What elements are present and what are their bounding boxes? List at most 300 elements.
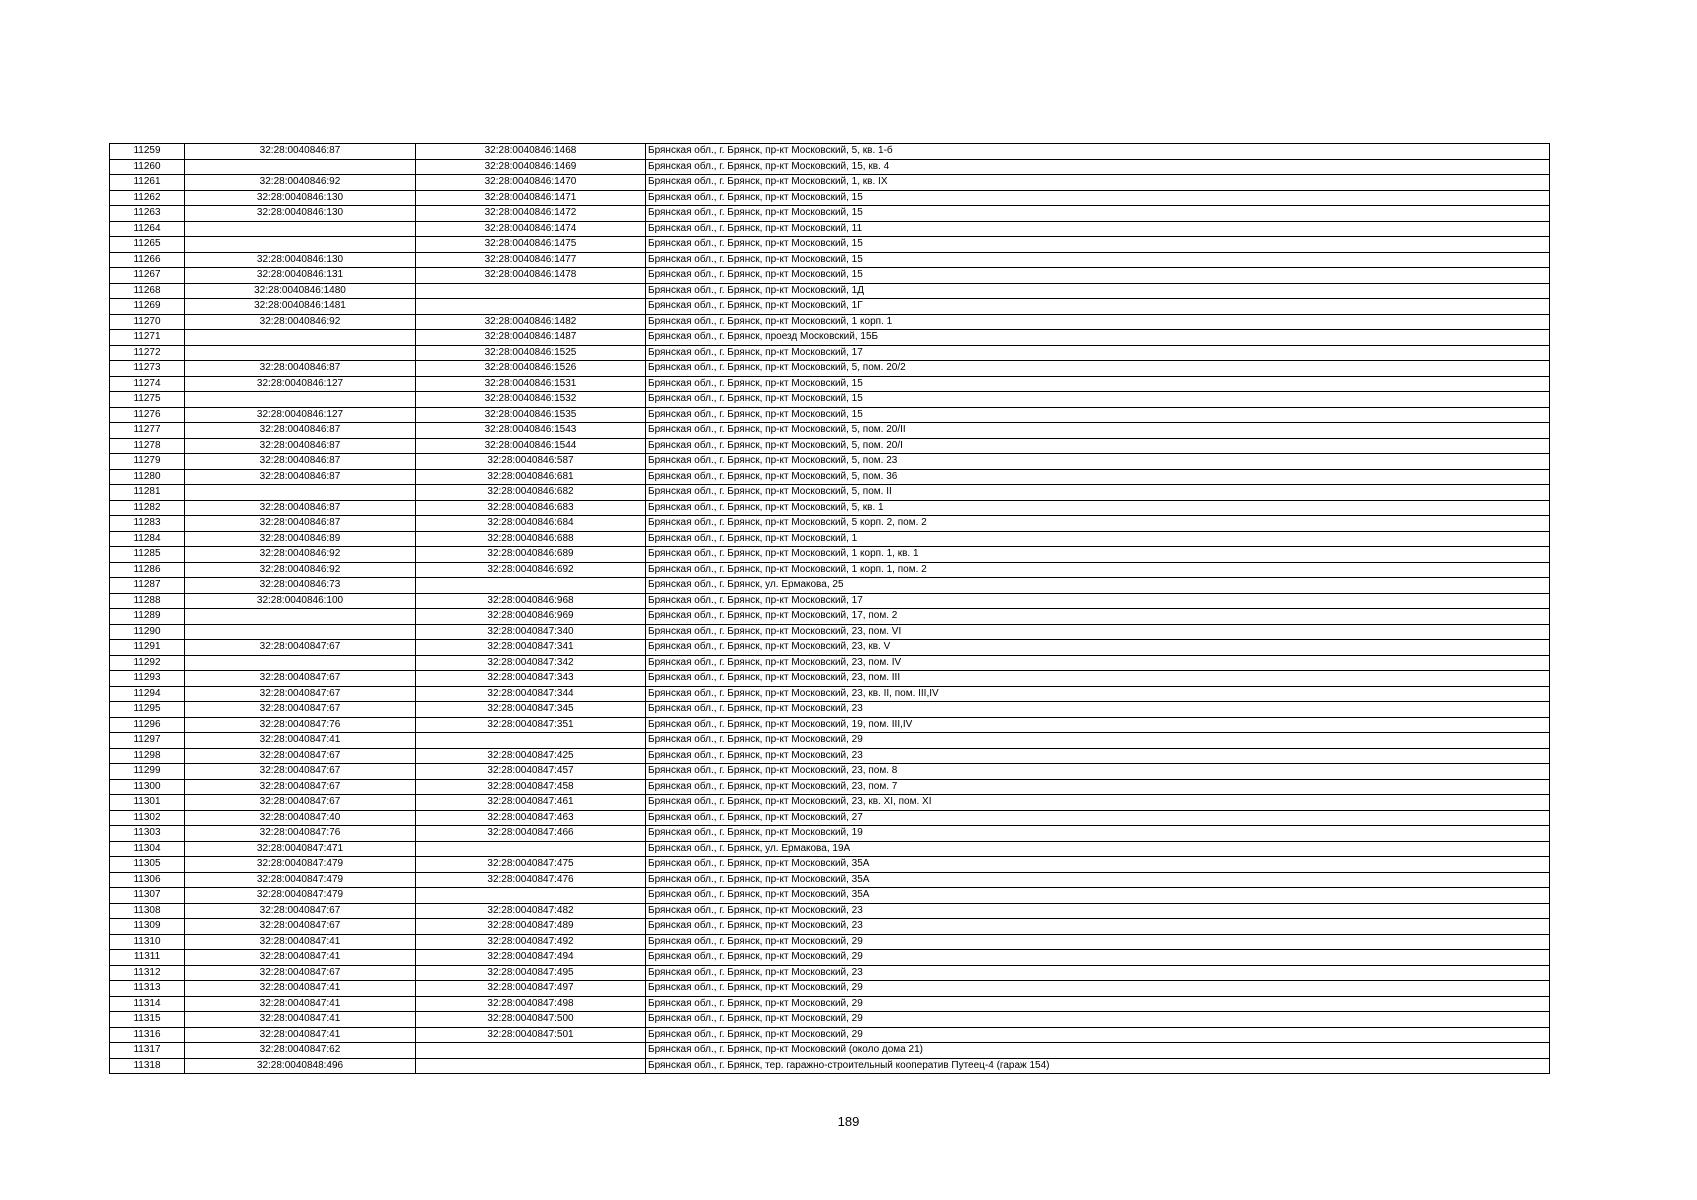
table-row	[110, 469, 1550, 485]
address-cell: Брянская обл., г. Брянск, пр-кт Московский, 29	[646, 1012, 1550, 1028]
address-cell: Брянская обл., г. Брянск, пр-кт Московский, 29	[646, 996, 1550, 1012]
registry-table-body	[110, 144, 1550, 1074]
table-row	[110, 624, 1550, 640]
cadastral-number-cell: 32:28:0040847:458	[416, 779, 646, 795]
row-number-cell: 11313	[110, 981, 185, 997]
address-cell: Брянская обл., г. Брянск, ул. Ермакова, 19А	[646, 841, 1550, 857]
cadastral-number-cell: 32:28:0040847:343	[416, 671, 646, 687]
address-cell: Брянская обл., г. Брянск, пр-кт Московский, 15	[646, 407, 1550, 423]
cadastral-number-cell: 32:28:0040847:498	[416, 996, 646, 1012]
cadastral-number-cell: 32:28:0040847:351	[416, 717, 646, 733]
address-cell: Брянская обл., г. Брянск, пр-кт Московский, 15	[646, 376, 1550, 392]
address-cell: Брянская обл., г. Брянск, пр-кт Московский, 29	[646, 733, 1550, 749]
cadastral-number-cell: 32:28:0040847:494	[416, 950, 646, 966]
parent-cadastral-number-cell: 32:28:0040847:67	[185, 795, 416, 811]
row-number-cell: 11310	[110, 934, 185, 950]
parent-cadastral-number-cell: 32:28:0040846:127	[185, 407, 416, 423]
cadastral-number-cell: 32:28:0040846:1468	[416, 144, 646, 160]
parent-cadastral-number-cell: 32:28:0040847:67	[185, 965, 416, 981]
parent-cadastral-number-cell	[185, 330, 416, 346]
address-cell: Брянская обл., г. Брянск, пр-кт Московский, 5, пом. 20/II	[646, 423, 1550, 439]
row-number-cell: 11302	[110, 810, 185, 826]
cadastral-number-cell	[416, 1058, 646, 1074]
cadastral-number-cell: 32:28:0040847:466	[416, 826, 646, 842]
row-number-cell: 11300	[110, 779, 185, 795]
cadastral-number-cell: 32:28:0040846:1531	[416, 376, 646, 392]
cadastral-number-cell: 32:28:0040847:463	[416, 810, 646, 826]
table-row	[110, 299, 1550, 315]
row-number-cell: 11305	[110, 857, 185, 873]
address-cell: Брянская обл., г. Брянск, пр-кт Московский, 23, пом. VI	[646, 624, 1550, 640]
parent-cadastral-number-cell: 32:28:0040847:41	[185, 934, 416, 950]
parent-cadastral-number-cell	[185, 609, 416, 625]
parent-cadastral-number-cell: 32:28:0040846:1480	[185, 283, 416, 299]
parent-cadastral-number-cell	[185, 345, 416, 361]
table-row	[110, 562, 1550, 578]
row-number-cell: 11301	[110, 795, 185, 811]
parent-cadastral-number-cell: 32:28:0040846:87	[185, 144, 416, 160]
parent-cadastral-number-cell	[185, 485, 416, 501]
address-cell: Брянская обл., г. Брянск, пр-кт Московский, 1, кв. IX	[646, 175, 1550, 191]
parent-cadastral-number-cell: 32:28:0040847:479	[185, 872, 416, 888]
parent-cadastral-number-cell: 32:28:0040847:41	[185, 950, 416, 966]
address-cell: Брянская обл., г. Брянск, пр-кт Московский, 15	[646, 190, 1550, 206]
row-number-cell: 11286	[110, 562, 185, 578]
address-cell: Брянская обл., г. Брянск, пр-кт Московский, 29	[646, 1027, 1550, 1043]
table-row	[110, 547, 1550, 563]
cadastral-number-cell: 32:28:0040847:500	[416, 1012, 646, 1028]
parent-cadastral-number-cell: 32:28:0040846:127	[185, 376, 416, 392]
parent-cadastral-number-cell: 32:28:0040847:40	[185, 810, 416, 826]
address-cell: Брянская обл., г. Брянск, пр-кт Московский, 15, кв. 4	[646, 159, 1550, 175]
cadastral-number-cell: 32:28:0040846:968	[416, 593, 646, 609]
row-number-cell: 11260	[110, 159, 185, 175]
row-number-cell: 11262	[110, 190, 185, 206]
parent-cadastral-number-cell: 32:28:0040847:67	[185, 919, 416, 935]
cadastral-number-cell: 32:28:0040847:501	[416, 1027, 646, 1043]
row-number-cell: 11291	[110, 640, 185, 656]
address-cell: Брянская обл., г. Брянск, пр-кт Московский, 23	[646, 965, 1550, 981]
cadastral-number-cell: 32:28:0040846:1482	[416, 314, 646, 330]
row-number-cell: 11307	[110, 888, 185, 904]
parent-cadastral-number-cell: 32:28:0040847:41	[185, 1027, 416, 1043]
row-number-cell: 11282	[110, 500, 185, 516]
parent-cadastral-number-cell: 32:28:0040847:67	[185, 686, 416, 702]
registry-table	[109, 143, 1550, 1074]
parent-cadastral-number-cell: 32:28:0040847:62	[185, 1043, 416, 1059]
row-number-cell: 11273	[110, 361, 185, 377]
parent-cadastral-number-cell: 32:28:0040846:87	[185, 454, 416, 470]
parent-cadastral-number-cell: 32:28:0040847:67	[185, 671, 416, 687]
row-number-cell: 11270	[110, 314, 185, 330]
row-number-cell: 11304	[110, 841, 185, 857]
table-row	[110, 764, 1550, 780]
row-number-cell: 11272	[110, 345, 185, 361]
cadastral-number-cell: 32:28:0040847:489	[416, 919, 646, 935]
table-row	[110, 268, 1550, 284]
address-cell: Брянская обл., г. Брянск, ул. Ермакова, 25	[646, 578, 1550, 594]
table-row	[110, 655, 1550, 671]
address-cell: Брянская обл., г. Брянск, пр-кт Московский, 23, кв. II, пом. III,IV	[646, 686, 1550, 702]
cadastral-number-cell: 32:28:0040847:344	[416, 686, 646, 702]
table-row	[110, 345, 1550, 361]
table-row	[110, 686, 1550, 702]
row-number-cell: 11261	[110, 175, 185, 191]
cadastral-number-cell: 32:28:0040846:1532	[416, 392, 646, 408]
table-row	[110, 1058, 1550, 1074]
cadastral-number-cell: 32:28:0040847:457	[416, 764, 646, 780]
table-row	[110, 1027, 1550, 1043]
cadastral-number-cell: 32:28:0040846:1526	[416, 361, 646, 377]
cadastral-number-cell: 32:28:0040846:1475	[416, 237, 646, 253]
parent-cadastral-number-cell: 32:28:0040846:131	[185, 268, 416, 284]
row-number-cell: 11309	[110, 919, 185, 935]
cadastral-number-cell: 32:28:0040846:1487	[416, 330, 646, 346]
parent-cadastral-number-cell: 32:28:0040846:92	[185, 547, 416, 563]
address-cell: Брянская обл., г. Брянск, проезд Московский, 15Б	[646, 330, 1550, 346]
row-number-cell: 11294	[110, 686, 185, 702]
cadastral-number-cell: 32:28:0040846:684	[416, 516, 646, 532]
table-row	[110, 190, 1550, 206]
cadastral-number-cell	[416, 578, 646, 594]
table-row	[110, 392, 1550, 408]
parent-cadastral-number-cell: 32:28:0040847:67	[185, 764, 416, 780]
table-row	[110, 640, 1550, 656]
cadastral-number-cell: 32:28:0040846:1535	[416, 407, 646, 423]
parent-cadastral-number-cell: 32:28:0040847:76	[185, 717, 416, 733]
table-row	[110, 531, 1550, 547]
parent-cadastral-number-cell: 32:28:0040847:41	[185, 733, 416, 749]
row-number-cell: 11284	[110, 531, 185, 547]
parent-cadastral-number-cell: 32:28:0040846:87	[185, 516, 416, 532]
parent-cadastral-number-cell: 32:28:0040847:76	[185, 826, 416, 842]
table-row	[110, 438, 1550, 454]
table-row	[110, 779, 1550, 795]
address-cell: Брянская обл., г. Брянск, тер. гаражно-строительный кооператив Путеец-4 (гараж 154)	[646, 1058, 1550, 1074]
parent-cadastral-number-cell: 32:28:0040847:471	[185, 841, 416, 857]
address-cell: Брянская обл., г. Брянск, пр-кт Московский, 1Д	[646, 283, 1550, 299]
row-number-cell: 11292	[110, 655, 185, 671]
cadastral-number-cell: 32:28:0040846:1472	[416, 206, 646, 222]
address-cell: Брянская обл., г. Брянск, пр-кт Московский, 15	[646, 206, 1550, 222]
row-number-cell: 11280	[110, 469, 185, 485]
address-cell: Брянская обл., г. Брянск, пр-кт Московский, 23, кв. XI, пом. XI	[646, 795, 1550, 811]
table-row	[110, 314, 1550, 330]
cadastral-number-cell: 32:28:0040847:345	[416, 702, 646, 718]
cadastral-number-cell: 32:28:0040846:1543	[416, 423, 646, 439]
cadastral-number-cell: 32:28:0040846:1544	[416, 438, 646, 454]
row-number-cell: 11259	[110, 144, 185, 160]
cadastral-number-cell	[416, 283, 646, 299]
address-cell: Брянская обл., г. Брянск, пр-кт Московский, 23, пом. 7	[646, 779, 1550, 795]
table-row	[110, 826, 1550, 842]
parent-cadastral-number-cell: 32:28:0040846:1481	[185, 299, 416, 315]
parent-cadastral-number-cell: 32:28:0040847:479	[185, 857, 416, 873]
row-number-cell: 11277	[110, 423, 185, 439]
cadastral-number-cell: 32:28:0040847:476	[416, 872, 646, 888]
address-cell: Брянская обл., г. Брянск, пр-кт Московский, 17	[646, 345, 1550, 361]
table-row	[110, 965, 1550, 981]
table-row	[110, 702, 1550, 718]
parent-cadastral-number-cell: 32:28:0040846:87	[185, 438, 416, 454]
parent-cadastral-number-cell: 32:28:0040846:92	[185, 562, 416, 578]
parent-cadastral-number-cell: 32:28:0040846:130	[185, 190, 416, 206]
parent-cadastral-number-cell: 32:28:0040847:41	[185, 996, 416, 1012]
row-number-cell: 11263	[110, 206, 185, 222]
parent-cadastral-number-cell: 32:28:0040846:130	[185, 206, 416, 222]
row-number-cell: 11295	[110, 702, 185, 718]
table-row	[110, 159, 1550, 175]
table-row	[110, 810, 1550, 826]
table-row	[110, 857, 1550, 873]
cadastral-number-cell: 32:28:0040846:1469	[416, 159, 646, 175]
address-cell: Брянская обл., г. Брянск, пр-кт Московский, 23, кв. V	[646, 640, 1550, 656]
address-cell: Брянская обл., г. Брянск, пр-кт Московский, 1Г	[646, 299, 1550, 315]
table-row	[110, 500, 1550, 516]
table-row	[110, 717, 1550, 733]
parent-cadastral-number-cell: 32:28:0040846:130	[185, 252, 416, 268]
address-cell: Брянская обл., г. Брянск, пр-кт Московский, 23, пом. III	[646, 671, 1550, 687]
address-cell: Брянская обл., г. Брянск, пр-кт Московский, 27	[646, 810, 1550, 826]
address-cell: Брянская обл., г. Брянск, пр-кт Московский, 1 корп. 1	[646, 314, 1550, 330]
cadastral-number-cell: 32:28:0040846:1525	[416, 345, 646, 361]
address-cell: Брянская обл., г. Брянск, пр-кт Московский, 23	[646, 748, 1550, 764]
row-number-cell: 11267	[110, 268, 185, 284]
table-row	[110, 888, 1550, 904]
cadastral-number-cell: 32:28:0040847:482	[416, 903, 646, 919]
parent-cadastral-number-cell: 32:28:0040846:92	[185, 314, 416, 330]
parent-cadastral-number-cell	[185, 624, 416, 640]
row-number-cell: 11299	[110, 764, 185, 780]
address-cell: Брянская обл., г. Брянск, пр-кт Московский, 17	[646, 593, 1550, 609]
cadastral-number-cell: 32:28:0040846:682	[416, 485, 646, 501]
table-row	[110, 206, 1550, 222]
cadastral-number-cell: 32:28:0040847:495	[416, 965, 646, 981]
row-number-cell: 11278	[110, 438, 185, 454]
table-row	[110, 1012, 1550, 1028]
cadastral-number-cell: 32:28:0040847:497	[416, 981, 646, 997]
address-cell: Брянская обл., г. Брянск, пр-кт Московский, 23	[646, 919, 1550, 935]
address-cell: Брянская обл., г. Брянск, пр-кт Московский, 5, пом. 36	[646, 469, 1550, 485]
table-row	[110, 330, 1550, 346]
parent-cadastral-number-cell: 32:28:0040847:67	[185, 702, 416, 718]
address-cell: Брянская обл., г. Брянск, пр-кт Московский, 1	[646, 531, 1550, 547]
row-number-cell: 11317	[110, 1043, 185, 1059]
address-cell: Брянская обл., г. Брянск, пр-кт Московский, 5, пом. 20/I	[646, 438, 1550, 454]
cadastral-number-cell: 32:28:0040847:341	[416, 640, 646, 656]
cadastral-number-cell	[416, 841, 646, 857]
row-number-cell: 11315	[110, 1012, 185, 1028]
table-row	[110, 252, 1550, 268]
cadastral-number-cell: 32:28:0040846:688	[416, 531, 646, 547]
row-number-cell: 11303	[110, 826, 185, 842]
address-cell: Брянская обл., г. Брянск, пр-кт Московский, 35А	[646, 872, 1550, 888]
row-number-cell: 11306	[110, 872, 185, 888]
table-row	[110, 237, 1550, 253]
table-row	[110, 872, 1550, 888]
row-number-cell: 11275	[110, 392, 185, 408]
cadastral-number-cell: 32:28:0040847:461	[416, 795, 646, 811]
cadastral-number-cell: 32:28:0040846:1474	[416, 221, 646, 237]
row-number-cell: 11293	[110, 671, 185, 687]
address-cell: Брянская обл., г. Брянск, пр-кт Московский, 35А	[646, 888, 1550, 904]
address-cell: Брянская обл., г. Брянск, пр-кт Московский, 23	[646, 903, 1550, 919]
parent-cadastral-number-cell: 32:28:0040847:67	[185, 779, 416, 795]
table-row	[110, 283, 1550, 299]
table-row	[110, 423, 1550, 439]
cadastral-number-cell: 32:28:0040847:425	[416, 748, 646, 764]
table-row	[110, 175, 1550, 191]
row-number-cell: 11285	[110, 547, 185, 563]
cadastral-number-cell: 32:28:0040847:475	[416, 857, 646, 873]
row-number-cell: 11298	[110, 748, 185, 764]
parent-cadastral-number-cell: 32:28:0040847:41	[185, 1012, 416, 1028]
cadastral-number-cell: 32:28:0040847:342	[416, 655, 646, 671]
page-number: 189	[837, 1114, 860, 1129]
address-cell: Брянская обл., г. Брянск, пр-кт Московский, 5, пом. 23	[646, 454, 1550, 470]
row-number-cell: 11268	[110, 283, 185, 299]
cadastral-number-cell: 32:28:0040847:340	[416, 624, 646, 640]
address-cell: Брянская обл., г. Брянск, пр-кт Московский, 23, пом. IV	[646, 655, 1550, 671]
row-number-cell: 11264	[110, 221, 185, 237]
address-cell: Брянская обл., г. Брянск, пр-кт Московский, 29	[646, 981, 1550, 997]
address-cell: Брянская обл., г. Брянск, пр-кт Московский, 11	[646, 221, 1550, 237]
table-row	[110, 1043, 1550, 1059]
row-number-cell: 11276	[110, 407, 185, 423]
table-row	[110, 516, 1550, 532]
table-row	[110, 671, 1550, 687]
address-cell: Брянская обл., г. Брянск, пр-кт Московский, 15	[646, 237, 1550, 253]
table-row	[110, 748, 1550, 764]
table-row	[110, 795, 1550, 811]
address-cell: Брянская обл., г. Брянск, пр-кт Московский (около дома 21)	[646, 1043, 1550, 1059]
cadastral-number-cell: 32:28:0040846:1471	[416, 190, 646, 206]
row-number-cell: 11274	[110, 376, 185, 392]
address-cell: Брянская обл., г. Брянск, пр-кт Московский, 15	[646, 392, 1550, 408]
table-row	[110, 841, 1550, 857]
row-number-cell: 11314	[110, 996, 185, 1012]
parent-cadastral-number-cell	[185, 655, 416, 671]
table-row	[110, 454, 1550, 470]
parent-cadastral-number-cell: 32:28:0040847:67	[185, 640, 416, 656]
row-number-cell: 11269	[110, 299, 185, 315]
address-cell: Брянская обл., г. Брянск, пр-кт Московский, 1 корп. 1, пом. 2	[646, 562, 1550, 578]
table-row	[110, 609, 1550, 625]
parent-cadastral-number-cell: 32:28:0040846:73	[185, 578, 416, 594]
address-cell: Брянская обл., г. Брянск, пр-кт Московский, 15	[646, 252, 1550, 268]
row-number-cell: 11288	[110, 593, 185, 609]
cadastral-number-cell: 32:28:0040847:492	[416, 934, 646, 950]
row-number-cell: 11279	[110, 454, 185, 470]
parent-cadastral-number-cell: 32:28:0040847:41	[185, 981, 416, 997]
cadastral-number-cell	[416, 299, 646, 315]
cadastral-number-cell: 32:28:0040846:969	[416, 609, 646, 625]
table-row	[110, 485, 1550, 501]
table-row	[110, 919, 1550, 935]
address-cell: Брянская обл., г. Брянск, пр-кт Московский, 1 корп. 1, кв. 1	[646, 547, 1550, 563]
address-cell: Брянская обл., г. Брянск, пр-кт Московский, 23	[646, 702, 1550, 718]
row-number-cell: 11271	[110, 330, 185, 346]
row-number-cell: 11308	[110, 903, 185, 919]
row-number-cell: 11318	[110, 1058, 185, 1074]
address-cell: Брянская обл., г. Брянск, пр-кт Московский, 5, кв. 1	[646, 500, 1550, 516]
address-cell: Брянская обл., г. Брянск, пр-кт Московский, 17, пом. 2	[646, 609, 1550, 625]
cadastral-number-cell: 32:28:0040846:681	[416, 469, 646, 485]
parent-cadastral-number-cell	[185, 237, 416, 253]
address-cell: Брянская обл., г. Брянск, пр-кт Московский, 35А	[646, 857, 1550, 873]
parent-cadastral-number-cell: 32:28:0040847:479	[185, 888, 416, 904]
table-row	[110, 950, 1550, 966]
parent-cadastral-number-cell: 32:28:0040846:89	[185, 531, 416, 547]
cadastral-number-cell: 32:28:0040846:1478	[416, 268, 646, 284]
row-number-cell: 11283	[110, 516, 185, 532]
address-cell: Брянская обл., г. Брянск, пр-кт Московский, 5, пом. II	[646, 485, 1550, 501]
cadastral-number-cell: 32:28:0040846:1477	[416, 252, 646, 268]
cadastral-number-cell	[416, 888, 646, 904]
table-row	[110, 903, 1550, 919]
cadastral-number-cell: 32:28:0040846:689	[416, 547, 646, 563]
row-number-cell: 11281	[110, 485, 185, 501]
parent-cadastral-number-cell	[185, 159, 416, 175]
cadastral-number-cell: 32:28:0040846:1470	[416, 175, 646, 191]
row-number-cell: 11316	[110, 1027, 185, 1043]
parent-cadastral-number-cell: 32:28:0040847:67	[185, 748, 416, 764]
table-row	[110, 996, 1550, 1012]
table-row	[110, 733, 1550, 749]
row-number-cell: 11297	[110, 733, 185, 749]
cadastral-number-cell	[416, 1043, 646, 1059]
address-cell: Брянская обл., г. Брянск, пр-кт Московский, 29	[646, 934, 1550, 950]
parent-cadastral-number-cell: 32:28:0040846:87	[185, 361, 416, 377]
table-row	[110, 407, 1550, 423]
parent-cadastral-number-cell: 32:28:0040846:87	[185, 469, 416, 485]
address-cell: Брянская обл., г. Брянск, пр-кт Московский, 5, кв. 1-б	[646, 144, 1550, 160]
table-row	[110, 144, 1550, 160]
cadastral-number-cell: 32:28:0040846:587	[416, 454, 646, 470]
table-row	[110, 376, 1550, 392]
table-row	[110, 981, 1550, 997]
parent-cadastral-number-cell	[185, 221, 416, 237]
parent-cadastral-number-cell: 32:28:0040846:87	[185, 423, 416, 439]
address-cell: Брянская обл., г. Брянск, пр-кт Московский, 15	[646, 268, 1550, 284]
row-number-cell: 11287	[110, 578, 185, 594]
parent-cadastral-number-cell: 32:28:0040846:87	[185, 500, 416, 516]
address-cell: Брянская обл., г. Брянск, пр-кт Московский, 23, пом. 8	[646, 764, 1550, 780]
table-row	[110, 221, 1550, 237]
row-number-cell: 11265	[110, 237, 185, 253]
parent-cadastral-number-cell: 32:28:0040846:100	[185, 593, 416, 609]
row-number-cell: 11296	[110, 717, 185, 733]
address-cell: Брянская обл., г. Брянск, пр-кт Московский, 5, пом. 20/2	[646, 361, 1550, 377]
table-row	[110, 578, 1550, 594]
cadastral-number-cell: 32:28:0040846:692	[416, 562, 646, 578]
address-cell: Брянская обл., г. Брянск, пр-кт Московский, 19, пом. III,IV	[646, 717, 1550, 733]
table-row	[110, 934, 1550, 950]
row-number-cell: 11312	[110, 965, 185, 981]
table-row	[110, 361, 1550, 377]
parent-cadastral-number-cell: 32:28:0040848:496	[185, 1058, 416, 1074]
parent-cadastral-number-cell: 32:28:0040846:92	[185, 175, 416, 191]
row-number-cell: 11289	[110, 609, 185, 625]
row-number-cell: 11311	[110, 950, 185, 966]
address-cell: Брянская обл., г. Брянск, пр-кт Московский, 5 корп. 2, пом. 2	[646, 516, 1550, 532]
row-number-cell: 11266	[110, 252, 185, 268]
address-cell: Брянская обл., г. Брянск, пр-кт Московский, 29	[646, 950, 1550, 966]
cadastral-number-cell: 32:28:0040846:683	[416, 500, 646, 516]
cadastral-number-cell	[416, 733, 646, 749]
address-cell: Брянская обл., г. Брянск, пр-кт Московский, 19	[646, 826, 1550, 842]
row-number-cell: 11290	[110, 624, 185, 640]
